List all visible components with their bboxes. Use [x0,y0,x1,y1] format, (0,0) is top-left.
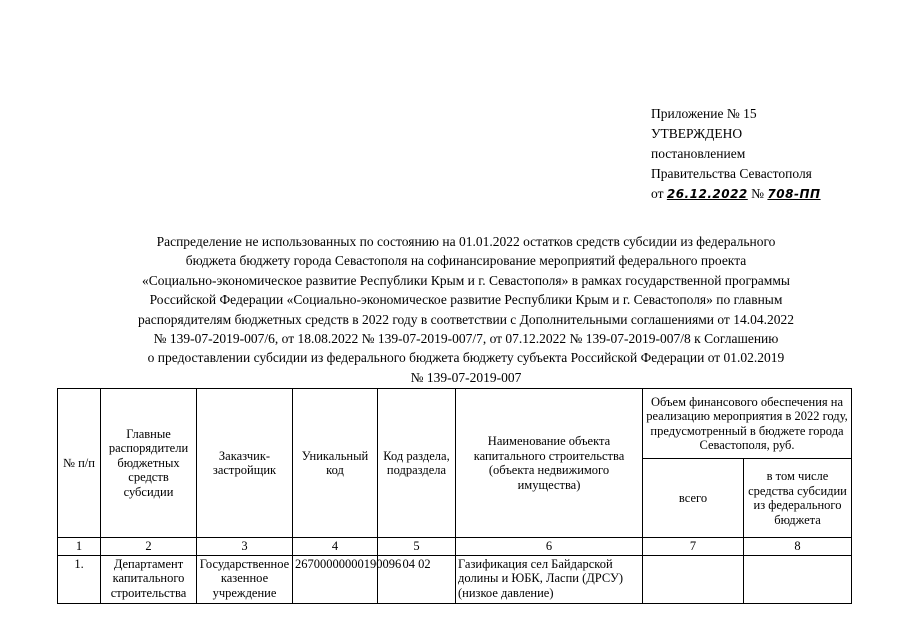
document-title [86,232,846,387]
column-number: 4 [293,538,378,556]
row-federal-share [744,555,852,603]
column-number: 2 [101,538,197,556]
row-num: 1. [58,555,101,603]
distribution-table [57,388,852,604]
resolution-label: постановлением [651,146,746,161]
title-line: бюджета бюджету города Севастополя на софинансирование мероприятий федерального проекта [185,253,747,269]
column-number: 3 [197,538,293,556]
header-customer: Заказчик-застройщик [197,389,293,538]
column-numbers-row [58,538,852,556]
approval-block [651,104,891,204]
column-number: 6 [456,538,643,556]
title-line: распорядителям бюджетных средств в 2022 году в соответствии с Дополнительными соглашениями от 14.04.2022 [138,311,794,327]
header-federal-share: в том числе средства субсидии из федерального бюджета [744,459,852,538]
from-label: от [651,186,664,201]
title-line: № 139-07-2019-007 [410,369,522,385]
header-object-name: Наименование объекта капитального строительства (объекта недвижимого имущества) [456,389,643,538]
handwritten-number: 708-ПП [767,187,821,201]
title-line: о предоставлении субсидии из федерального бюджета бюджету субъекта Российской Федерации от 01.02.2019 [147,350,785,366]
header-section-code: Код раздела, подраздела [378,389,456,538]
column-number: 1 [58,538,101,556]
header-num: № п/п [58,389,101,538]
table-row [58,555,852,603]
header-managers: Главные распорядители бюджетных средств субсидии [101,389,197,538]
title-line: № 139-07-2019-007/6, от 18.08.2022 № 139-07-2019-007/7, от 07.12.2022 № 139-07-2019-007/8 к Соглашению [153,331,779,347]
column-number: 7 [643,538,744,556]
row-object-name: Газификация сел Байдарской долины и ЮБК, Ласпи (ДРСУ) (низкое давление) [456,555,643,603]
approved-label: УТВЕРЖДЕНО [651,126,743,141]
row-unique-code: 26700000000190096 [293,555,378,603]
title-line: «Социально-экономическое развитие Республики Крым и г. Севастополя» в рамках государственной программы [142,272,790,288]
approval-date-line [651,184,891,204]
title-line: Распределение не использованных по состоянию на 01.01.2022 остатков средств субсидии из федерального [156,234,776,249]
number-label: № [751,186,765,201]
header-unique-code: Уникальный код [293,389,378,538]
handwritten-date: 26.12.2022 [666,187,748,201]
government-name: Правительства Севастополя [651,166,812,181]
column-number: 8 [744,538,852,556]
header-total: всего [643,459,744,538]
row-customer: Государственное казенное учреждение [197,555,293,603]
header-funding-group: Объем финансового обеспечения на реализацию мероприятия в 2022 году, предусмотренный в бюджете города Севастополя, руб. [643,389,852,459]
title-line: Российской Федерации «Социально-экономическое развитие Республики Крым и г. Севастополя» по главным [149,292,783,308]
row-total [643,555,744,603]
column-number: 5 [378,538,456,556]
row-section-code: 04 02 [378,555,456,603]
appendix-number: Приложение № 15 [651,106,757,121]
row-manager: Департамент капитального строительства [101,555,197,603]
